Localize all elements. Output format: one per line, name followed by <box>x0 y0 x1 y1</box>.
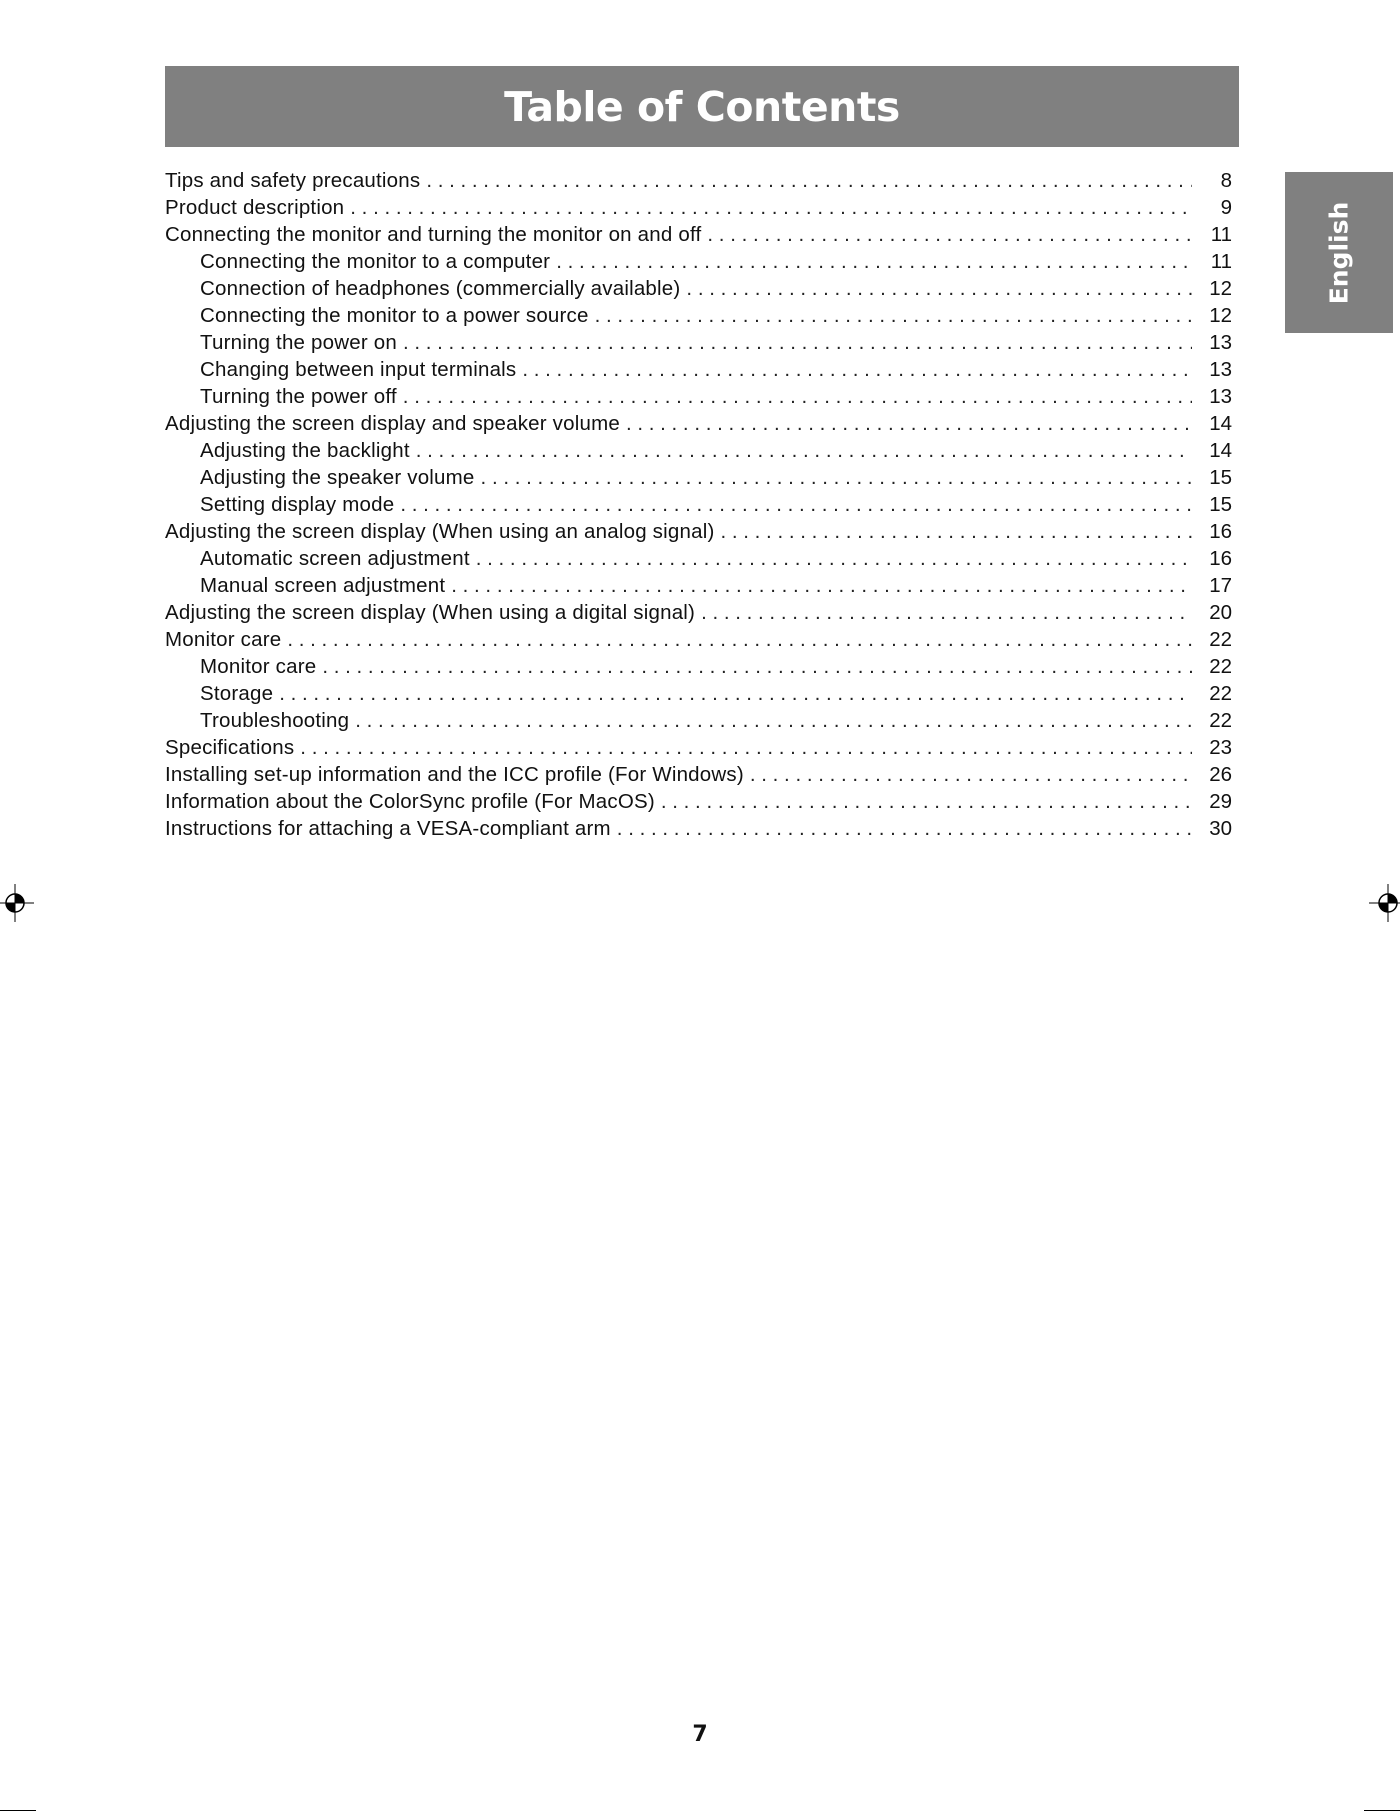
toc-dot-leader <box>707 221 1192 248</box>
toc-entry-label: Adjusting the screen display (When using an analog signal) <box>165 520 715 543</box>
toc-entry[interactable] <box>165 275 1232 302</box>
toc-entry[interactable] <box>165 491 1232 518</box>
toc-entry[interactable] <box>165 356 1232 383</box>
toc-entry-label: Turning the power on <box>200 331 397 354</box>
toc-entry-label: Troubleshooting <box>200 709 350 732</box>
toc-entry-label: Information about the ColorSync profile (For MacOS) <box>165 790 655 813</box>
toc-entry-label: Connecting the monitor to a power source <box>200 304 589 327</box>
toc-entry-label: Connection of headphones (commercially available) <box>200 277 681 300</box>
toc-entry-label: Automatic screen adjustment <box>200 547 470 570</box>
toc-entry-page: 14 <box>1209 439 1232 462</box>
toc-entry-label: Adjusting the screen display and speaker volume <box>165 412 620 435</box>
toc-entry-page: 22 <box>1209 628 1232 651</box>
registration-mark-left-icon <box>0 884 34 922</box>
toc-entry[interactable] <box>165 518 1232 545</box>
toc-entry[interactable] <box>165 302 1232 329</box>
toc-entry-label: Connecting the monitor to a computer <box>200 250 551 273</box>
toc-entry[interactable] <box>165 464 1232 491</box>
toc-dot-leader <box>522 356 1192 383</box>
toc-entry[interactable] <box>165 761 1232 788</box>
toc-entry[interactable] <box>165 788 1232 815</box>
toc-entry-label: Monitor care <box>165 628 282 651</box>
toc-entry-label: Adjusting the speaker volume <box>200 466 475 489</box>
toc-entry-page: 15 <box>1209 493 1232 516</box>
toc-entry-page: 15 <box>1209 466 1232 489</box>
toc-entry-label: Monitor care <box>200 655 317 678</box>
toc-entry-page: 22 <box>1209 682 1232 705</box>
toc-dot-leader <box>626 410 1192 437</box>
toc-entry[interactable] <box>165 410 1232 437</box>
toc-entry-page: 16 <box>1209 547 1232 570</box>
toc-dot-leader <box>481 464 1192 491</box>
toc-entry-page: 20 <box>1209 601 1232 624</box>
toc-entry-page: 9 <box>1220 196 1232 219</box>
toc-dot-leader <box>322 653 1192 680</box>
toc-entry[interactable] <box>165 329 1232 356</box>
toc-entry-page: 22 <box>1209 655 1232 678</box>
toc-dot-leader <box>720 518 1192 545</box>
toc-entry-page: 26 <box>1209 763 1232 786</box>
toc-entry[interactable] <box>165 383 1232 410</box>
toc-dot-leader <box>595 302 1192 329</box>
toc-entry[interactable] <box>165 194 1232 221</box>
toc-entry[interactable] <box>165 626 1232 653</box>
toc-entry-label: Turning the power off <box>200 385 397 408</box>
toc-dot-leader <box>451 572 1192 599</box>
toc-entry-page: 8 <box>1220 169 1232 192</box>
toc-dot-leader <box>686 275 1192 302</box>
toc-dot-leader <box>400 491 1192 518</box>
toc-dot-leader <box>476 545 1192 572</box>
toc-entry-page: 29 <box>1209 790 1232 813</box>
toc-entry-page: 13 <box>1209 358 1232 381</box>
toc-dot-leader <box>416 437 1192 464</box>
toc-dot-leader <box>403 329 1192 356</box>
toc-dot-leader <box>279 680 1192 707</box>
toc-dot-leader <box>617 815 1192 842</box>
toc-entry-page: 22 <box>1209 709 1232 732</box>
crop-mark-left <box>0 1810 36 1811</box>
toc-dot-leader <box>403 383 1192 410</box>
toc-entry[interactable] <box>165 815 1232 842</box>
toc-entry-page: 12 <box>1209 304 1232 327</box>
toc-entry[interactable] <box>165 680 1232 707</box>
toc-entry[interactable] <box>165 734 1232 761</box>
toc-entry-page: 12 <box>1209 277 1232 300</box>
toc-entry[interactable] <box>165 707 1232 734</box>
toc-entry-label: Adjusting the backlight <box>200 439 410 462</box>
toc-dot-leader <box>300 734 1192 761</box>
toc-dot-leader <box>426 167 1192 194</box>
toc-entry[interactable] <box>165 545 1232 572</box>
toc-entry-page: 17 <box>1209 574 1232 597</box>
toc-dot-leader <box>355 707 1192 734</box>
toc-entry-label: Product description <box>165 196 345 219</box>
toc-dot-leader <box>661 788 1192 815</box>
table-of-contents <box>165 167 1232 842</box>
toc-entry[interactable] <box>165 437 1232 464</box>
toc-entry[interactable] <box>165 653 1232 680</box>
toc-entry[interactable] <box>165 167 1232 194</box>
toc-entry-label: Changing between input terminals <box>200 358 517 381</box>
title-banner <box>165 66 1239 147</box>
page-title: Table of Contents <box>504 82 900 131</box>
toc-entry-label: Manual screen adjustment <box>200 574 446 597</box>
toc-dot-leader <box>750 761 1192 788</box>
registration-mark-right-icon <box>1369 884 1400 922</box>
toc-entry-page: 11 <box>1210 223 1232 246</box>
toc-entry[interactable] <box>165 248 1232 275</box>
toc-entry[interactable] <box>165 221 1232 248</box>
toc-entry-label: Storage <box>200 682 274 705</box>
page-number: 7 <box>692 1722 708 1747</box>
language-tab <box>1285 172 1393 333</box>
toc-entry[interactable] <box>165 599 1232 626</box>
toc-entry-label: Setting display mode <box>200 493 395 516</box>
toc-entry-label: Adjusting the screen display (When using a digital signal) <box>165 601 696 624</box>
toc-entry-page: 16 <box>1209 520 1232 543</box>
toc-entry-label: Installing set-up information and the ICC profile (For Windows) <box>165 763 744 786</box>
toc-entry[interactable] <box>165 572 1232 599</box>
toc-entry-page: 14 <box>1209 412 1232 435</box>
toc-entry-label: Instructions for attaching a VESA-compliant arm <box>165 817 611 840</box>
toc-entry-page: 13 <box>1209 385 1232 408</box>
toc-dot-leader <box>350 194 1192 221</box>
crop-mark-right <box>1364 1810 1400 1811</box>
toc-entry-label: Specifications <box>165 736 295 759</box>
toc-entry-label: Connecting the monitor and turning the monitor on and off <box>165 223 702 246</box>
toc-entry-label: Tips and safety precautions <box>165 169 421 192</box>
toc-dot-leader <box>701 599 1192 626</box>
toc-entry-page: 11 <box>1210 250 1232 273</box>
toc-entry-page: 13 <box>1209 331 1232 354</box>
toc-entry-page: 23 <box>1209 736 1232 759</box>
toc-dot-leader <box>556 248 1192 275</box>
language-tab-label: English <box>1324 201 1354 304</box>
toc-dot-leader <box>287 626 1192 653</box>
toc-entry-page: 30 <box>1209 817 1232 840</box>
